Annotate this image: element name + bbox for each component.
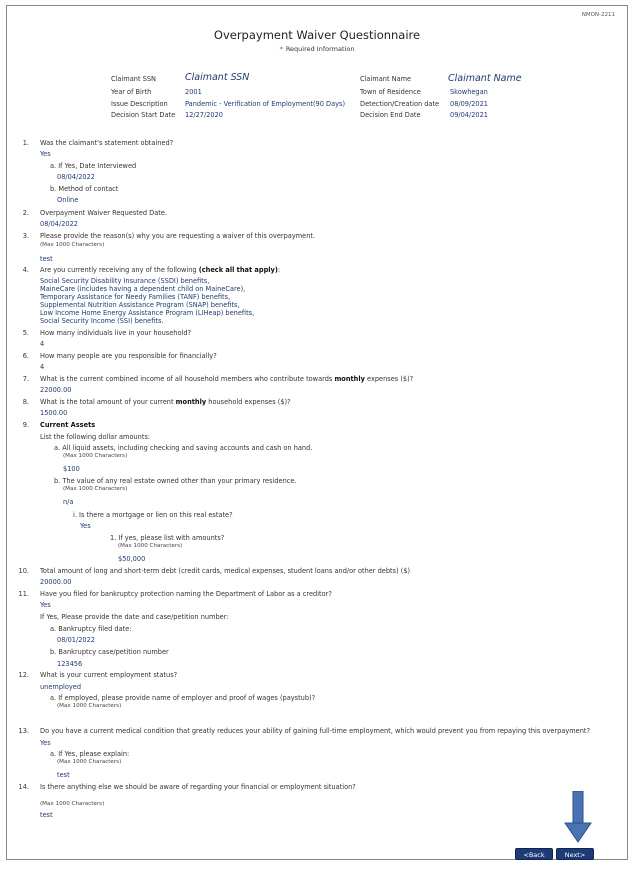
detect-label: Detection/Creation date (360, 100, 440, 108)
birth-value: 2001 (185, 88, 202, 96)
q12a-text: a. If employed, please provide name of employer and proof of wages (paystub)? (50, 694, 316, 702)
q7-answer: 22000.00 (40, 386, 72, 394)
q3-answer: test (40, 255, 53, 263)
q8-text-main: What is the total amount of your current (40, 398, 176, 406)
q12a-hint: (Max 1000 Characters) (57, 703, 122, 709)
q7-text (40, 375, 413, 383)
q9a-answer: $100 (63, 465, 80, 473)
q13-number: 13. (18, 727, 29, 735)
q8-text (40, 398, 291, 406)
q14-hint: (Max 1000 Characters) (40, 801, 105, 807)
q9bi1-text: 1. If yes, please list with amounts? (110, 534, 225, 542)
arrow-down-icon (563, 791, 593, 844)
q9b-answer: n/a (63, 498, 74, 506)
page-title: Overpayment Waiver Questionnaire (213, 28, 421, 42)
q6-answer: 4 (40, 363, 45, 371)
q14-number: 14. (18, 783, 29, 791)
q8-text-bold: monthly (175, 398, 207, 406)
q4-option: MaineCare (includes having a dependent child on MaineCare), (40, 285, 246, 293)
q9b-hint: (Max 1000 Characters) (63, 486, 128, 492)
q2-text: Overpayment Waiver Requested Date. (40, 209, 168, 217)
name-value: Claimant Name (448, 73, 522, 84)
q2-number: 2. (22, 209, 29, 217)
issue-label: Issue Description (111, 100, 168, 108)
q14-text: Is there anything else we should be aware of regarding your financial or employment situation? (40, 783, 356, 791)
q12-text: What is your current employment status? (40, 671, 178, 679)
q7-text-tail: expenses ($)? (364, 375, 414, 383)
required-note (7, 45, 627, 53)
q3-hint: (Max 1000 Characters) (40, 242, 105, 248)
q7-text-main: What is the current combined income of all household members who contribute towards (40, 375, 335, 383)
q9bi1-answer: $50,000 (118, 555, 146, 563)
back-button[interactable]: <Back (515, 848, 553, 860)
form-code: NMON-2211 (581, 12, 615, 18)
next-button[interactable]: Next> (556, 848, 594, 860)
form-frame (6, 5, 628, 860)
q9b-text: b. The value of any real estate owned other than your primary residence. (54, 477, 297, 485)
q6-number: 6. (22, 352, 29, 360)
q10-answer: 20000.00 (40, 578, 72, 586)
q13a-text: a. If Yes, please explain: (50, 750, 130, 758)
start-value: 12/27/2020 (185, 111, 224, 119)
start-label: Decision Start Date (111, 111, 176, 119)
q4-text-tail: : (277, 266, 281, 274)
name-label: Claimant Name (360, 75, 412, 83)
q11-answer: Yes (40, 601, 51, 609)
q11-number: 11. (18, 590, 29, 598)
q9a-hint: (Max 1000 Characters) (63, 453, 128, 459)
town-value: Skowhegan (450, 88, 488, 96)
q3-number: 3. (22, 232, 29, 240)
q9-title: Current Assets (40, 421, 96, 429)
q12-number: 12. (18, 671, 29, 679)
q10-text: Total amount of long and short-term debt (credit cards, medical expenses, student loans and/or other debts) ($) (40, 567, 411, 575)
q6-text: How many people are you responsible for financially? (40, 352, 217, 360)
q4-option: Supplemental Nutrition Assistance Program (SNAP) benefits, (40, 301, 240, 309)
required-note-text: Required Information (285, 45, 355, 53)
claimant-info (111, 68, 547, 122)
q5-text: How many individuals live in your household? (40, 329, 192, 337)
q1a-answer: 08/04/2022 (57, 173, 96, 181)
q4-number: 4. (22, 266, 29, 274)
q5-answer: 4 (40, 340, 45, 348)
q4-option: Social Security Disability Insurance (SSDI) benefits, (40, 277, 210, 285)
birth-label: Year of Birth (111, 88, 152, 96)
q9bi-answer: Yes (80, 522, 91, 530)
q8-answer: 1500.00 (40, 409, 68, 417)
q11a-answer: 08/01/2022 (57, 636, 96, 644)
q13a-answer: test (57, 771, 70, 779)
q9bi-text: i. Is there a mortgage or lien on this real estate? (73, 511, 233, 519)
q8-number: 8. (22, 398, 29, 406)
town-label: Town of Residence (360, 88, 421, 96)
q13a-hint: (Max 1000 Characters) (57, 759, 122, 765)
ssn-value: Claimant SSN (185, 72, 250, 83)
q1-number: 1. (22, 139, 29, 147)
q4-option: Social Security Income (SSI) benefits. (40, 317, 164, 325)
q13-text: Do you have a current medical condition that greatly reduces your ability of gaining full-time employment, which would prevent you from repaying this overpayment? (40, 727, 591, 735)
q11-text: Have you filed for bankruptcy protection naming the Department of Labor as a creditor? (40, 590, 332, 598)
q10-number: 10. (18, 567, 29, 575)
q9a-text: a. All liquid assets, including checking and saving accounts and cash on hand. (54, 444, 313, 452)
q4-text-main: Are you currently receiving any of the following (40, 266, 199, 274)
q9bi1-hint: (Max 1000 Characters) (118, 543, 183, 549)
q2-answer: 08/04/2022 (40, 220, 79, 228)
q9-number: 9. (22, 421, 29, 429)
q1-text: Was the claimant's statement obtained? (40, 139, 174, 147)
q11a-text: a. Bankruptcy filed date: (50, 625, 132, 633)
q7-text-bold: monthly (334, 375, 365, 383)
q4-option: Low Income Home Energy Assistance Program (LIHeap) benefits, (40, 309, 255, 317)
q9-intro: List the following dollar amounts: (40, 433, 151, 441)
q13-answer: Yes (40, 739, 51, 747)
required-star: * (279, 45, 283, 53)
q4-text-bold: (check all that apply) (198, 266, 278, 274)
issue-value: Pandemic - Verification of Employment(90 Days) (185, 100, 346, 108)
q12-answer: unemployed (40, 683, 82, 691)
q1b-answer: Online (57, 196, 79, 204)
q7-number: 7. (22, 375, 29, 383)
q11b-text: b. Bankruptcy case/petition number (50, 648, 169, 656)
q11b-answer: 123456 (57, 660, 83, 668)
q8-text-tail: household expenses ($)? (206, 398, 291, 406)
q4-text (40, 266, 280, 274)
q11-followup: If Yes, Please provide the date and case/petition number: (40, 613, 229, 621)
q1-answer: Yes (40, 150, 51, 158)
q4-option: Temporary Assistance for Needy Families (TANF) benefits, (40, 293, 231, 301)
detect-value: 08/09/2021 (450, 100, 489, 108)
end-value: 09/04/2021 (450, 111, 489, 119)
q14-answer: test (40, 811, 53, 819)
q1b-text: b. Method of contact (50, 185, 119, 193)
q3-text: Please provide the reason(s) why you are requesting a waiver of this overpayment. (40, 232, 316, 240)
end-label: Decision End Date (360, 111, 421, 119)
ssn-label: Claimant SSN (111, 75, 156, 83)
q5-number: 5. (22, 329, 29, 337)
q1a-text: a. If Yes, Date Interviewed (50, 162, 137, 170)
